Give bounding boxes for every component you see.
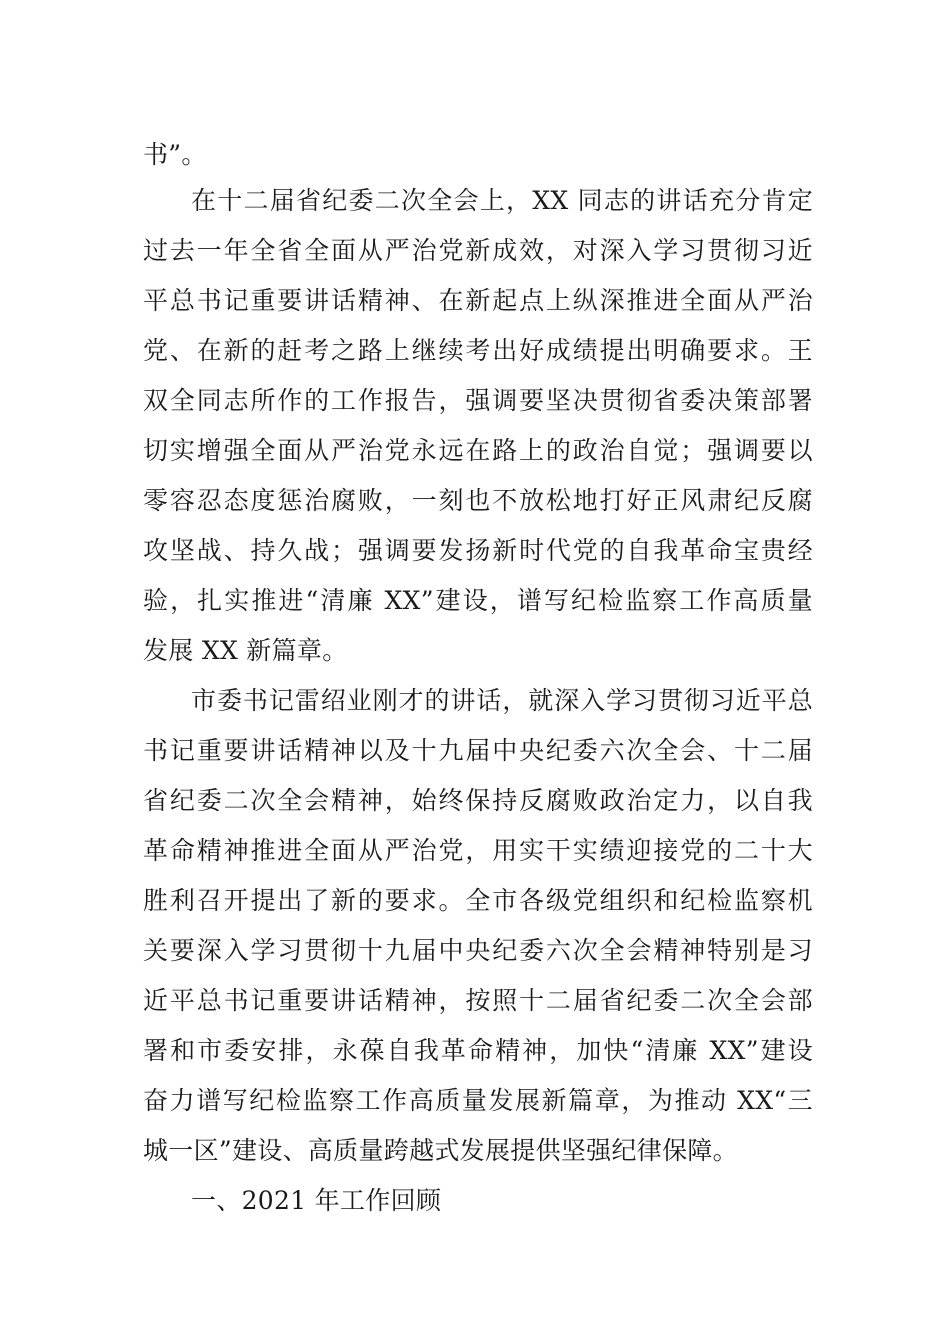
text-line: 验，扎实推进“清廉 XX”建设，谱写纪检监察工作高质量 (143, 586, 813, 615)
text-line: 过去一年全省全面从严治党新成效，对深入学习贯彻习近 (143, 236, 813, 265)
text-line: 攻坚战、持久战；强调要发扬新时代党的自我革命宝贵经 (143, 536, 813, 565)
text-line: 关要深入学习贯彻十九届中央纪委六次全会精神特别是习 (143, 936, 813, 965)
text-line: 革命精神推进全面从严治党，用实干实绩迎接党的二十大 (143, 836, 813, 865)
paragraph-first-line: 一、2021 年工作回顾 (191, 1186, 442, 1215)
text-line: 胜利召开提出了新的要求。全市各级党组织和纪检监察机 (143, 886, 813, 915)
text-line: 切实增强全面从严治党永远在路上的政治自觉；强调要以 (143, 436, 813, 465)
text-line: 署和市委安排，永葆自我革命精神，加快“清廉 XX”建设 (143, 1036, 813, 1065)
text-line: 书记重要讲话精神以及十九届中央纪委六次全会、十二届 (143, 736, 813, 765)
text-line: 奋力谱写纪检监察工作高质量发展新篇章，为推动 XX“三 (143, 1086, 813, 1115)
text-line: 平总书记重要讲话精神、在新起点上纵深推进全面从严治 (143, 286, 813, 315)
text-line: 省纪委二次全会精神，始终保持反腐败政治定力，以自我 (143, 786, 813, 815)
text-line: 发展 XX 新篇章。 (143, 636, 348, 665)
text-line: 零容忍态度惩治腐败，一刻也不放松地打好正风肃纪反腐 (143, 486, 813, 515)
paragraph-first-line: 市委书记雷绍业刚才的讲话，就深入学习贯彻习近平总 (191, 686, 813, 715)
text-line: 双全同志所作的工作报告，强调要坚决贯彻省委决策部署 (143, 386, 813, 415)
text-line: 书”。 (143, 140, 207, 169)
paragraph-first-line: 在十二届省纪委二次全会上，XX 同志的讲话充分肯定 (191, 186, 813, 215)
text-line: 近平总书记重要讲话精神，按照十二届省纪委二次全会部 (143, 986, 813, 1015)
text-line: 党、在新的赶考之路上继续考出好成绩提出明确要求。王 (143, 336, 813, 365)
text-line: 城一区”建设、高质量跨越式发展提供坚强纪律保障。 (143, 1136, 738, 1165)
